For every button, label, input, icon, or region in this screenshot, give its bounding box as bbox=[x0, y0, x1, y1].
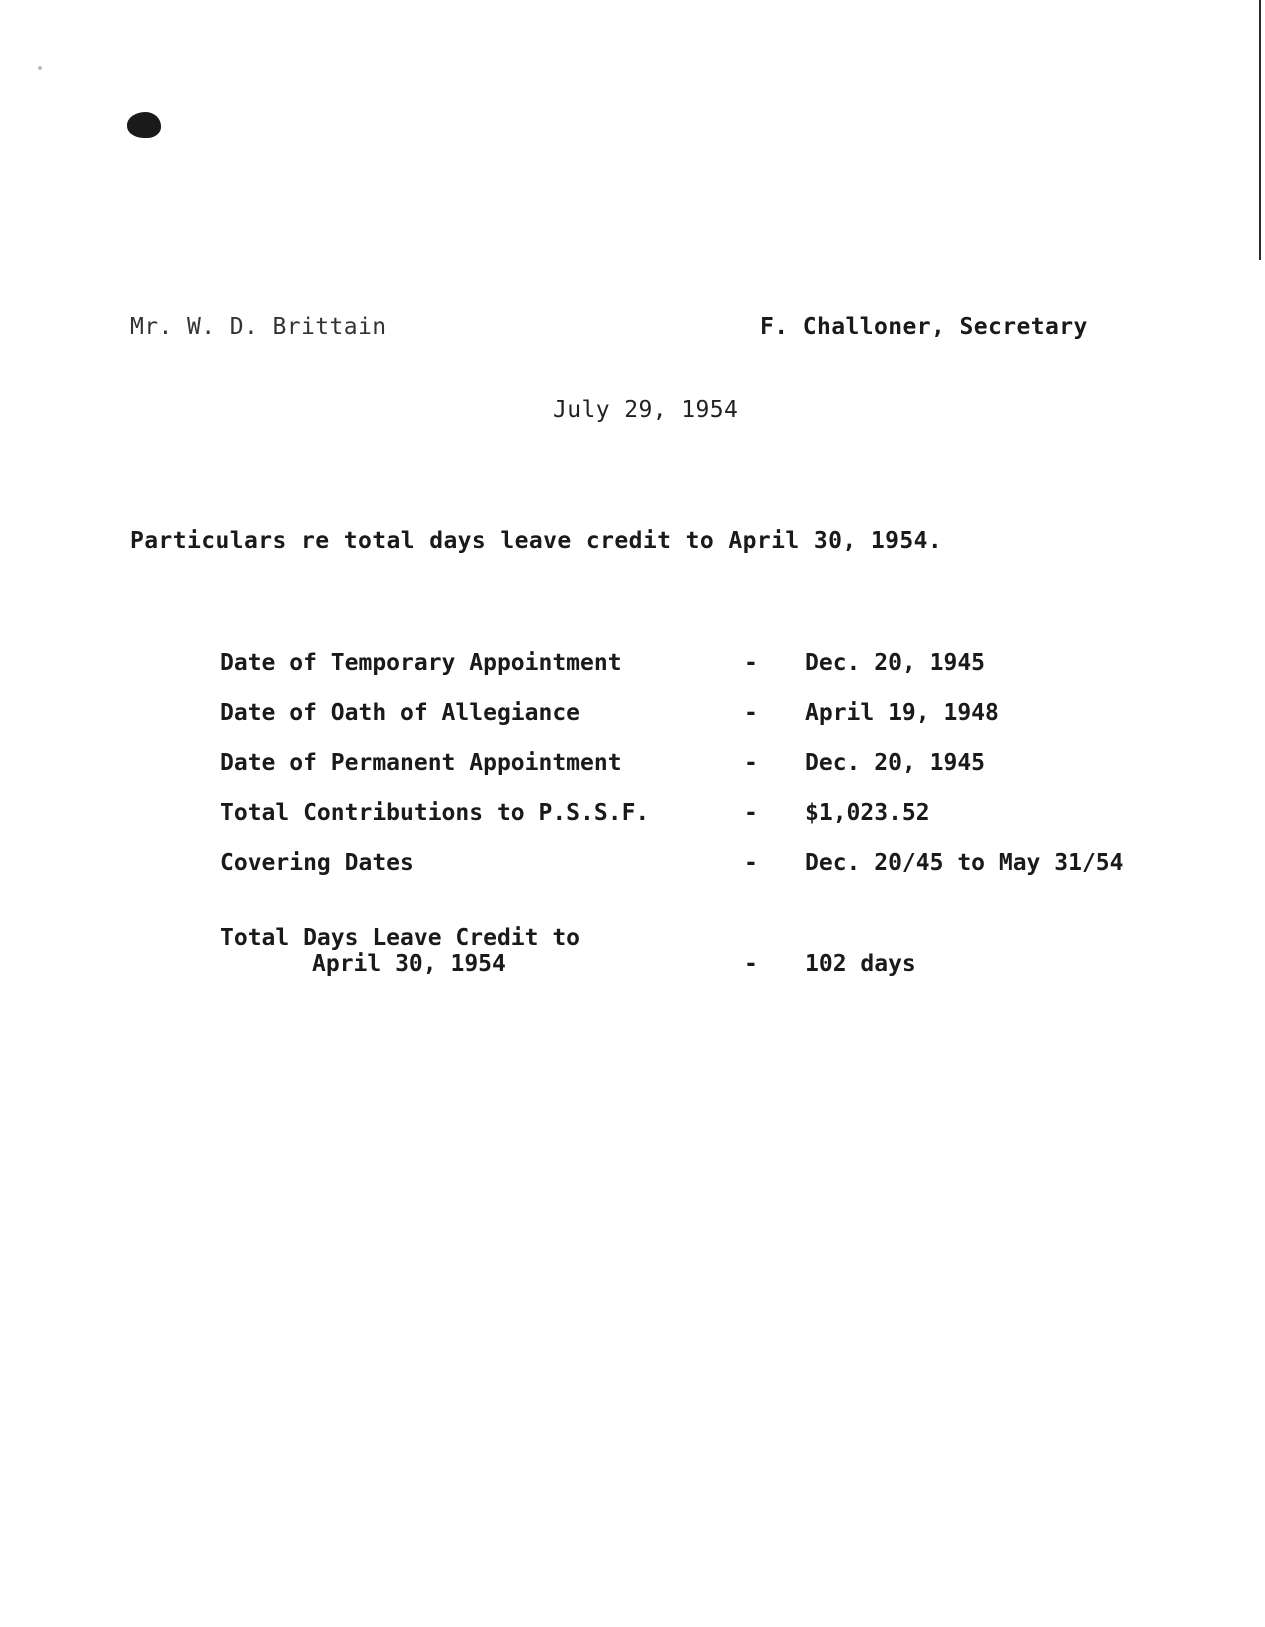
particulars-separator: - bbox=[744, 800, 758, 826]
total-separator: - bbox=[744, 951, 758, 977]
total-leave-row bbox=[220, 925, 1180, 985]
page-edge-shadow bbox=[1259, 0, 1261, 260]
particulars-value: Dec. 20, 1945 bbox=[805, 750, 986, 776]
particulars-separator: - bbox=[744, 650, 758, 676]
particulars-row bbox=[220, 700, 1180, 732]
particulars-row bbox=[220, 650, 1180, 682]
particulars-value: Dec. 20, 1945 bbox=[805, 650, 986, 676]
particulars-row bbox=[220, 850, 1180, 882]
particulars-row bbox=[220, 750, 1180, 782]
particulars-label: Date of Permanent Appointment bbox=[220, 750, 622, 776]
particulars-label: Date of Oath of Allegiance bbox=[220, 700, 581, 726]
total-label-line1: Total Days Leave Credit to bbox=[220, 925, 581, 951]
scan-speck bbox=[38, 66, 42, 70]
particulars-separator: - bbox=[744, 700, 758, 726]
particulars-label: Total Contributions to P.S.S.F. bbox=[220, 800, 650, 826]
memo-date: July 29, 1954 bbox=[553, 397, 739, 423]
particulars-separator: - bbox=[744, 750, 758, 776]
total-label-line2: April 30, 1954 bbox=[312, 951, 506, 977]
total-value: 102 days bbox=[805, 951, 916, 977]
memo-recipient: Mr. W. D. Brittain bbox=[130, 314, 387, 340]
particulars-label: Covering Dates bbox=[220, 850, 414, 876]
punch-hole-mark bbox=[127, 112, 161, 138]
particulars-value: $1,023.52 bbox=[805, 800, 930, 826]
memo-sender: F. Challoner, Secretary bbox=[760, 314, 1088, 340]
particulars-value: April 19, 1948 bbox=[805, 700, 999, 726]
particulars-label: Date of Temporary Appointment bbox=[220, 650, 622, 676]
particulars-value: Dec. 20/45 to May 31/54 bbox=[805, 850, 1124, 876]
particulars-row bbox=[220, 800, 1180, 832]
particulars-separator: - bbox=[744, 850, 758, 876]
memo-subject: Particulars re total days leave credit to April 30, 1954. bbox=[130, 528, 943, 554]
